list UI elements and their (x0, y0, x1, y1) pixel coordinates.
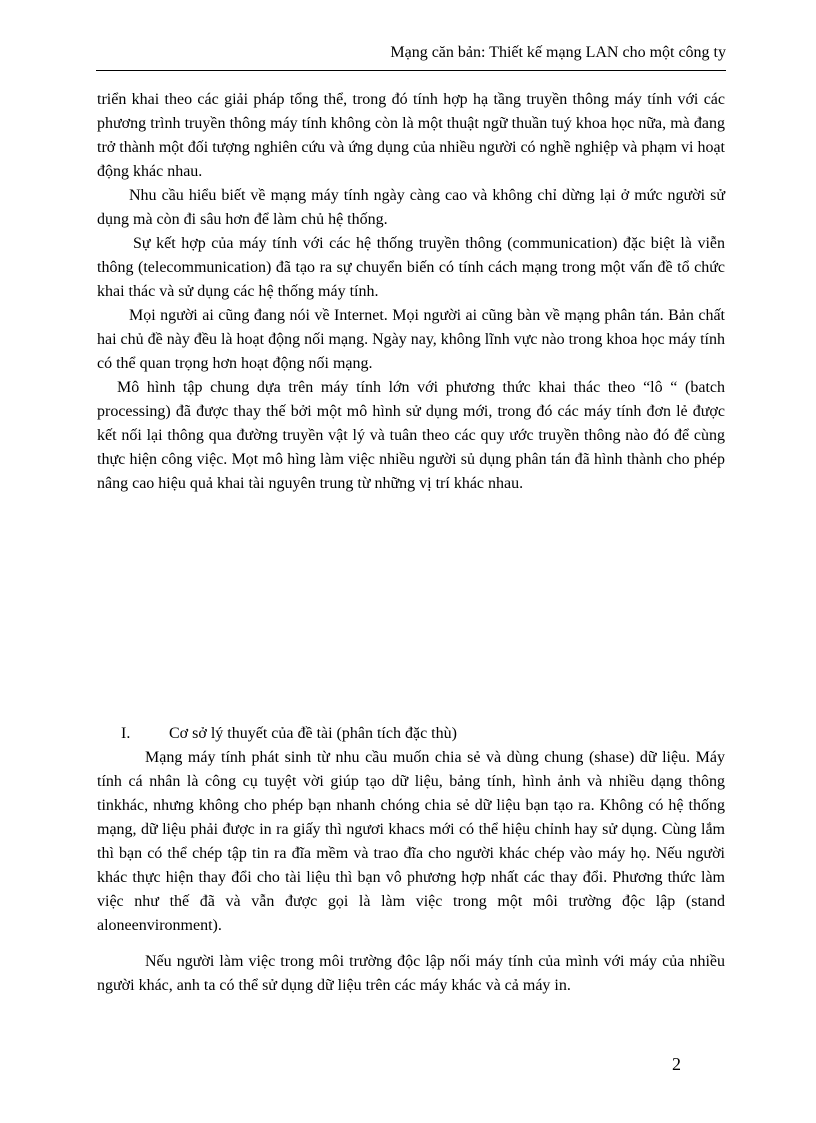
section-number: I. (121, 725, 131, 742)
section-text-block (97, 746, 725, 938)
paragraph-connected-users: Nếu người làm việc trong môi trường độc lập nối máy tính của mình với máy của nhiều người khác, anh ta có thể sử dụng dữ liệu trên các máy khác và cả máy in. (97, 953, 725, 994)
header-rule (96, 70, 726, 71)
paragraph-batch-processing: Mô hình tập chung dựa trên máy tính lớn với phương thức khai thác theo “lô “ (batch processing) đã được thay thế bởi một mô hình sử dụng mới, trong đó các máy tính đơn lẻ được kết nối lại thông qua đường truyền vật lý và tuân theo các quy ước truyền thông nào đó để cùng thực hiện công việc. Mọt mô hìng làm việc nhiều người sủ dụng phân tán đã hình thành cho phép nâng cao hiệu quả khai tài nguyên trung từ những vị trí khác nhau. (97, 379, 725, 492)
section-text-block-2 (97, 950, 725, 998)
paragraph-continuation: triển khai theo các giải pháp tổng thể, trong đó tính hợp hạ tầng truyền thông máy tính với các phương trình truyền thông máy tính không còn là một thuật ngữ thuần tuý khoa học nữa, mà đang trở thành một đối tượng nghiên cứu và ứng dụng của nhiều người có nghề nghiệp và phạm vi hoạt động khác nhau. (97, 91, 725, 180)
running-header: Mạng căn bản: Thiết kế mạng LAN cho một công ty (390, 44, 726, 61)
paragraph-internet: Mọi người ai cũng đang nói về Internet. Mọi người ai cũng bàn về mạng phân tán. Bản chất hai chủ đề này đều là hoạt động nối mạng. Ngày nay, không lĩnh vực nào trong khoa học máy tính có thể quan trọng hơn hoạt động nối mạng. (97, 307, 725, 372)
paragraph-telecom: Sự kết hợp của máy tính với các hệ thống truyền thông (communication) đặc biệt là viễn thông (telecommunication) đã tạo ra sự chuyển biến có tính cách mạng trong một vấn đề tổ chức khai thác và sử dụng các hệ thống máy tính. (97, 235, 725, 300)
page-number: 2 (672, 1054, 681, 1074)
intro-text-block (97, 88, 725, 496)
paragraph-data-sharing: Mạng máy tính phát sinh từ nhu cầu muốn chia sẻ và dùng chung (shase) dữ liệu. Máy tính cá nhân là công cụ tuyệt vời giúp tạo dữ liệu, bảng tính, hình ảnh và nhiều dạng thông tinkhác, nhưng không cho phép bạn nhanh chóng chia sẻ dữ liệu bạn tạo ra. Không có hệ thống mạng, dữ liệu phải được in ra giấy thì ngươi khacs mới có thể hiệu chỉnh hay sử dụng. Cùng lắm thì bạn có thể chép tập tin ra đĩa mềm và trao đĩa cho người khác chép vào máy họ. Nếu người khác thực hiện thay đổi cho tài liệu thì bạn vô phương hợp nhất các thay đổi. Phương thức làm việc như thế đã và vẫn được gọi là làm việc trong một môi trường độc lập (stand aloneenvironment). (97, 749, 725, 934)
paragraph-network-demand: Nhu cầu hiểu biết về mạng máy tính ngày càng cao và không chỉ dừng lại ở mức người sử dụng mà còn đi sâu hơn để làm chủ hệ thống. (97, 187, 725, 228)
section-heading (121, 722, 457, 746)
section-title: Cơ sở lý thuyết của đề tài (phân tích đặc thù) (169, 725, 457, 742)
